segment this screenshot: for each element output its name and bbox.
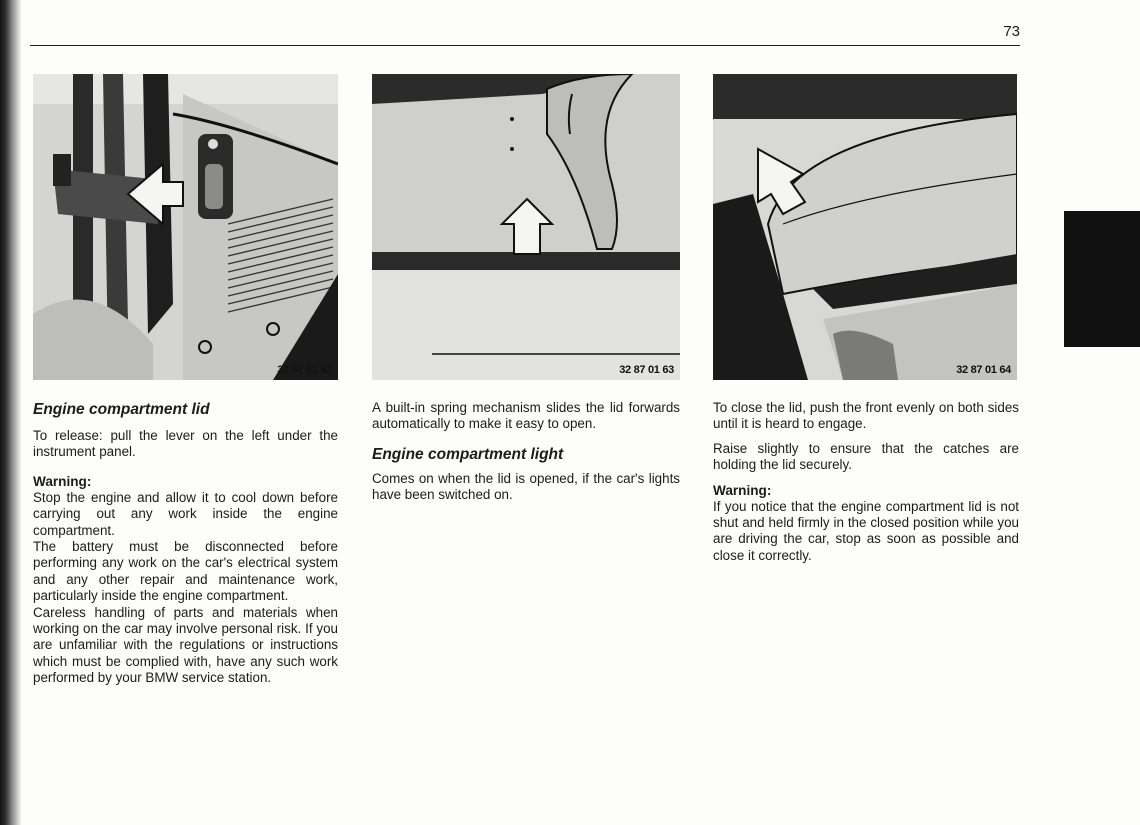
closing-lid-illustration <box>713 74 1017 380</box>
column-engine-compartment-lid <box>33 400 338 687</box>
column-spring-and-light <box>372 400 680 504</box>
section-heading: Engine compartment light <box>372 445 564 463</box>
page-number: 73 <box>1003 23 1020 40</box>
book-spine-shadow <box>0 0 22 825</box>
engine-lid-release-lever-illustration <box>33 74 338 380</box>
header-rule <box>30 45 1020 46</box>
warning-text: If you notice that the engine compartment lid is not shut and held firmly in the closed position while you are driving the car, stop as soon as possible and close it correctly. <box>713 498 1019 563</box>
figure-code: 32 87 01 64 <box>956 364 1011 376</box>
figure-code: 32 87 01 63 <box>619 364 674 376</box>
warning-text: Stop the engine and allow it to cool down before carrying out any work inside the engine compartment. <box>33 489 338 538</box>
figure-code: 32 87 01 62 <box>277 364 332 376</box>
spring-description: A built-in spring mechanism slides the lid forwards automatically to make it easy to open. <box>372 400 680 432</box>
figure-spring-mechanism-illustration <box>372 74 680 380</box>
close-instruction: To close the lid, push the front evenly on both sides until it is heard to engage. <box>713 400 1019 432</box>
light-description: Comes on when the lid is opened, if the car's lights have been switched on. <box>372 470 680 503</box>
spring-mechanism-lid-illustration <box>372 74 680 380</box>
warning-label: Warning: <box>33 473 92 489</box>
column-closing-lid <box>713 400 1019 564</box>
section-heading: Engine compartment lid <box>33 401 210 418</box>
figure-closing-lid-illustration <box>713 74 1017 380</box>
figure-lever-illustration <box>33 74 338 380</box>
warning-label: Warning: <box>713 482 772 498</box>
check-instruction: Raise slightly to ensure that the catches are holding the lid securely. <box>713 440 1019 473</box>
section-thumb-tab <box>1064 211 1140 347</box>
release-instruction: To release: pull the lever on the left under the instrument panel. <box>33 428 338 460</box>
warning-text: Careless handling of parts and materials when working on the car may involve personal risk. If you are unfamiliar with the regulations or instructions which must be complied with, have any such work performed by your BMW service station. <box>33 604 338 686</box>
warning-text: The battery must be disconnected before performing any work on the car's electrical system and any other repair and maintenance work, particularly inside the engine compartment. <box>33 539 338 604</box>
